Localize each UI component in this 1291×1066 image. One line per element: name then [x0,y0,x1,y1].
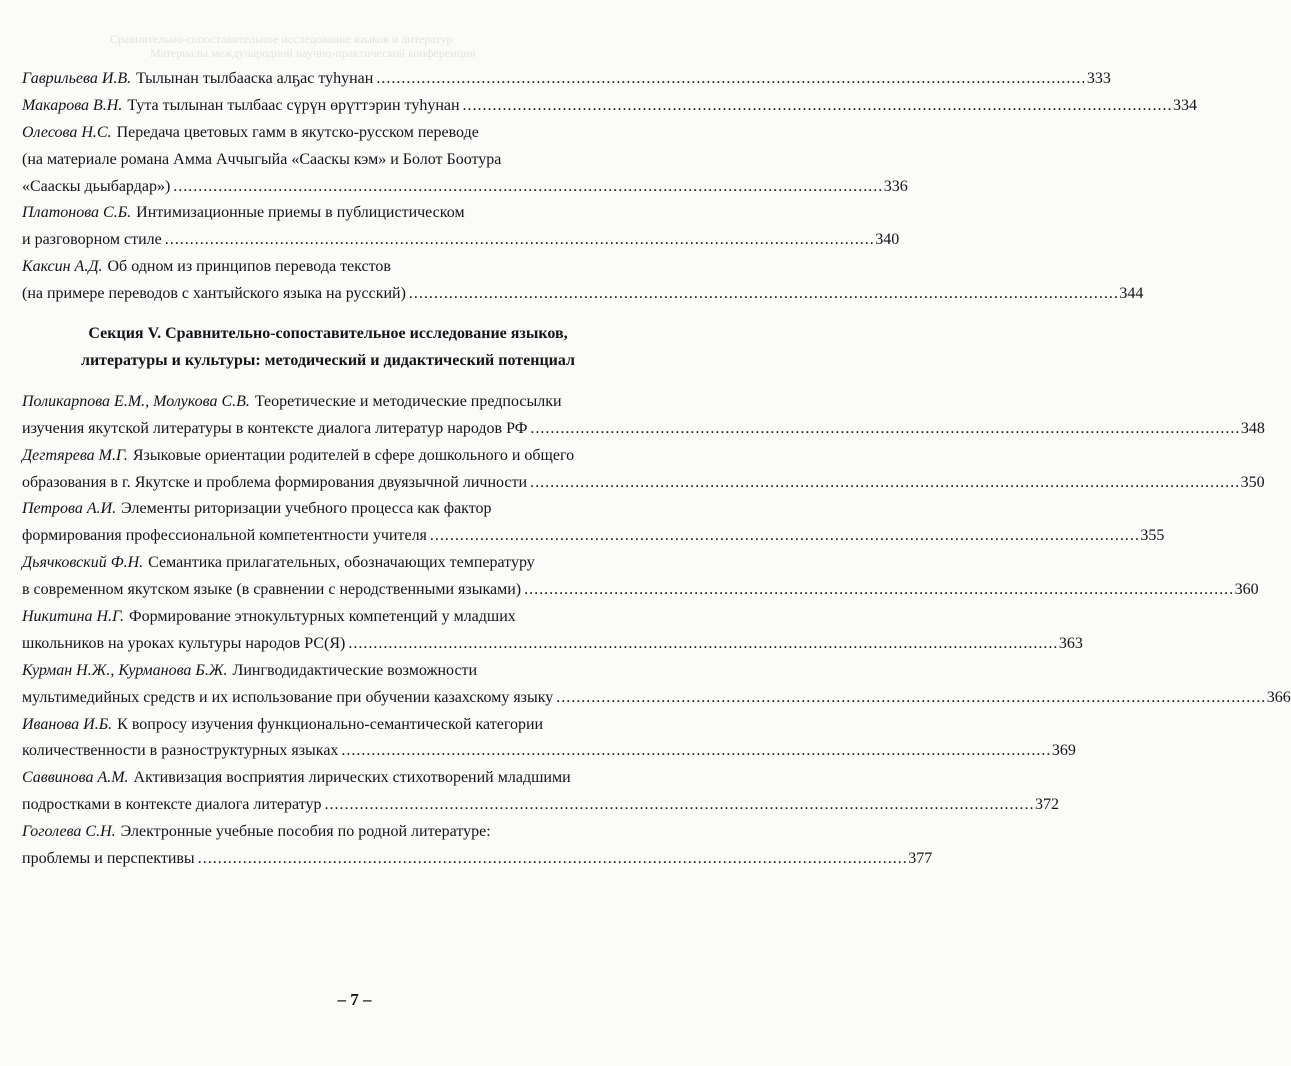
dot-leader [173,174,881,201]
toc-entry-text [22,470,527,497]
toc-entry-page: 377 [908,849,933,867]
toc-entries-after [22,389,1291,873]
toc-entry-title: Лингводидактические возможности [232,661,478,679]
toc-entry-title: мультимедийных средств и их использование при обучении казахскому языку [22,688,554,706]
toc-entry [22,604,1083,658]
toc-entry-line [22,523,1165,550]
dot-leader [341,738,1049,765]
toc-entry-title: в современном якутском языке (в сравнении с неродственными языками) [22,581,522,599]
toc-entry-line [22,819,634,846]
toc-entry-text [22,819,491,846]
toc-entry-author: Иванова И.Б. [22,715,113,733]
toc-entry-title: Передача цветовых гамм в якутско-русском переводе [116,123,479,141]
toc-entry-title: количественности в разноструктурных языках [22,742,339,760]
toc-entry-line [22,389,634,416]
toc-entry-text [22,389,562,416]
toc-entry-line [22,631,1083,658]
section-heading [22,321,634,375]
toc-entry-author: Платонова С.Б. [22,204,132,222]
toc-entry [22,389,1265,443]
toc-entry-line [22,685,1291,712]
toc-entry-text [22,93,460,120]
toc-entry-page: 360 [1234,581,1259,599]
toc-entry-line [22,470,1265,497]
toc-entry [22,443,1265,497]
toc-entry-text [22,685,553,712]
toc-entry-text [22,577,521,604]
toc-entry [22,496,1165,550]
toc-entry-line [22,200,634,227]
toc-entry-line [22,846,933,873]
toc-entry-page: 344 [1119,285,1144,303]
toc-entry-title: подростками в контексте диалога литератур [22,796,322,814]
toc-entry-line [22,416,1265,443]
toc-entry [22,658,1291,712]
toc-entry-text [22,765,571,792]
dot-leader [556,685,1264,712]
toc-entry-title: проблемы и перспективы [22,849,195,867]
dot-leader [165,227,873,254]
toc-entry-line [22,550,634,577]
toc-entry-text [22,200,465,227]
header-bleed-0: Материалы международной научно-практической конференции [150,46,476,60]
toc-entry-text [22,174,170,201]
toc-entry-text [22,550,535,577]
toc-entry-page: 355 [1140,527,1165,545]
toc-entry-page: 340 [875,231,900,249]
toc-entry-title: и разговорном стиле [22,231,162,249]
toc-entry-text [22,254,391,281]
toc-entry-text [22,846,195,873]
toc-entry-title: Электронные учебные пособия по родной литературе: [120,823,491,841]
toc-entry-line [22,658,634,685]
dot-leader [524,577,1232,604]
toc-entry-author: Дьячковский Ф.Н. [22,554,144,572]
toc-entry-line [22,496,634,523]
toc-entry-line [22,120,634,147]
toc-entry-title: Тута тылынан тылбаас сүрүн өрүттэрин туһунан [127,96,460,114]
toc-entry-page: 350 [1240,473,1265,491]
toc-entry-line [22,577,1259,604]
section-heading-line-2: литературы и культуры: методический и дидактический потенциал [80,351,575,369]
toc-entry-author: Саввинова А.М. [22,769,129,787]
toc-entry-text [22,227,162,254]
toc-entry-title: Об одном из принципов перевода текстов [107,258,391,276]
dot-leader [325,792,1033,819]
toc-entry-text [22,738,338,765]
toc-entry-line [22,174,908,201]
header-bleed-1: Сравнительно-сопоставительное исследование языков и литератур [110,32,453,46]
toc-entry-author: Поликарпова Е.М., Молукова С.В. [22,392,250,410]
toc-entry-text [22,658,477,685]
toc-entry-page: 363 [1058,634,1083,652]
toc-entry-title: Формирование этнокультурных компетенций у младших [128,607,516,625]
toc-entry-line [22,604,634,631]
toc-entry-page: 348 [1240,419,1265,437]
toc-entry-title: Языковые ориентации родителей в сфере дошкольного и общего [132,446,575,464]
toc-entry-title: Семантика прилагательных, обозначающих температуру [148,554,535,572]
toc-entry-line [22,712,634,739]
toc-entry-author: Гоголева С.Н. [22,823,116,841]
dot-leader [530,416,1238,443]
toc-entry-text [22,66,373,93]
toc-entry-author: Олесова Н.С. [22,123,112,141]
dot-leader [530,470,1238,497]
toc-entry-page: 333 [1086,70,1111,87]
toc-entry-line [22,765,634,792]
toc-entry-text [22,147,501,174]
toc-entry-author: Курман Н.Ж., Курманова Б.Ж. [22,661,228,679]
toc-entry-author: Каксин А.Д. [22,258,103,276]
toc-entry [22,765,1059,819]
section-heading-line-1: Секция V. Сравнительно-сопоставительное исследование языков, [88,325,568,343]
toc-entry-line [22,281,1144,308]
toc-entry [22,819,933,873]
toc-entry-text [22,281,406,308]
toc-entry [22,120,908,201]
toc-entry-author: Макарова В.Н. [22,96,123,114]
toc-entry-page: 369 [1051,742,1076,760]
toc-entry-title: К вопросу изучения функционально-семантической категории [117,715,544,733]
toc-entry-title: Тылынан тылбааска алҕас туһунан [136,70,374,87]
toc-entry-line [22,443,634,470]
dot-leader [409,281,1117,308]
toc-entry-text [22,604,516,631]
dot-leader [430,523,1138,550]
toc-entry-title: изучения якутской литературы в контексте диалога литератур народов РФ [22,419,528,437]
toc-entry-author: Петрова А.И. [22,500,117,518]
toc-entry-title: образования в г. Якутске и проблема формирования двуязычной личности [22,473,528,491]
toc-entry-text [22,631,345,658]
toc-entry-text [22,712,543,739]
toc-entry-text [22,416,527,443]
page-number: – 7 – [337,990,372,1009]
dot-leader [376,66,1084,93]
toc-entry-line [22,66,1111,93]
toc-entry-title: Элементы риторизации учебного процесса как фактор [121,500,492,518]
toc-entry [22,200,900,254]
toc-entry-title: Теоретические и методические предпосылки [254,392,562,410]
toc-entry-author: Гаврильева И.В. [22,70,132,87]
toc-entry-line [22,738,1076,765]
dot-leader [463,93,1171,120]
toc-entry-title: Активизация восприятия лирических стихотворений младшими [133,769,571,787]
toc-entry-text [22,120,479,147]
toc-entry-line [22,227,900,254]
toc-entry-line [22,792,1059,819]
toc-entry [22,712,1076,766]
toc-entry-line [22,254,634,281]
toc-entry-title: школьников на уроках культуры народов РС(Я) [22,634,346,652]
toc-entry-line [22,93,1198,120]
toc-entry-title: Интимизационные приемы в публицистическом [136,204,465,222]
toc-entry-author: Дегтярева М.Г. [22,446,128,464]
toc-entry-text [22,443,574,470]
toc-entry-title: (на материале романа Амма Аччыгыйа «Сааскы кэм» и Болот Боотура [22,150,502,168]
toc-entries-before [22,66,1198,308]
toc-entry-title: формирования профессиональной компетентности учителя [22,527,427,545]
toc-entry-title: «Сааскы дьыбардар») [22,177,171,195]
toc-entry-page: 336 [883,177,908,195]
toc-entry-page: 366 [1266,688,1291,706]
toc-entry-text [22,523,427,550]
toc-entry [22,93,1198,120]
dot-leader [198,846,906,873]
toc-entry-page: 372 [1035,796,1059,814]
toc-entry-text [22,496,492,523]
toc-entry-author: Никитина Н.Г. [22,607,124,625]
toc-entry [22,254,1144,308]
toc-entry [22,550,1259,604]
toc-entry-text [22,792,322,819]
toc-entry [22,66,1111,93]
toc-entry-title: (на примере переводов с хантыйского языка на русский) [22,285,406,303]
toc-entry-line [22,147,634,174]
toc-entry-page: 334 [1173,96,1198,114]
table-of-contents [22,66,1291,873]
dot-leader [348,631,1056,658]
